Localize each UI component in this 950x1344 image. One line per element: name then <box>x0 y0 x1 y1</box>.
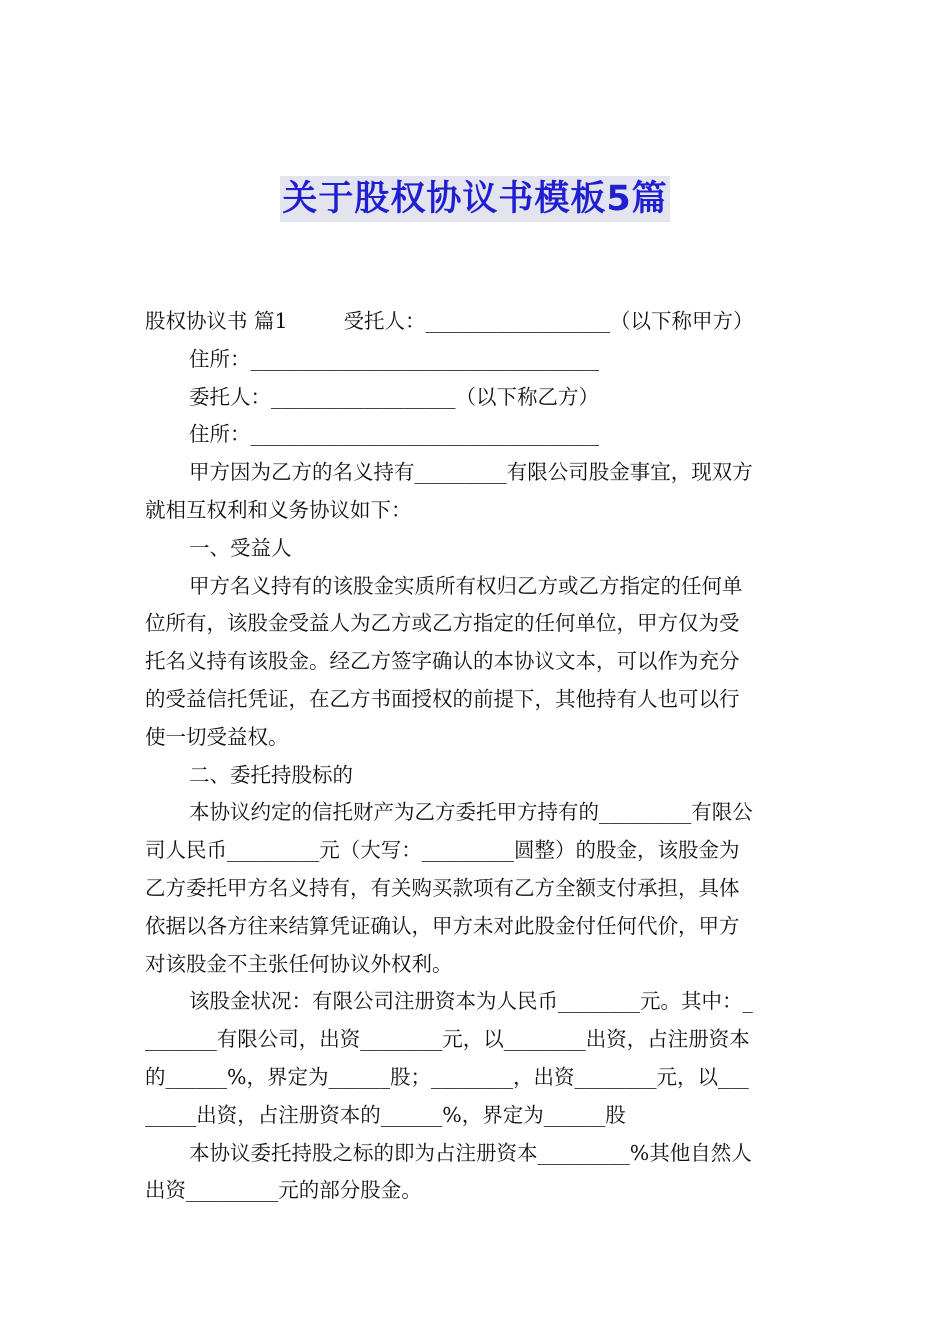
paragraph-line: 依据以各方往来结算凭证确认，甲方未对此股金付任何代价，甲方 <box>145 913 740 938</box>
paragraph-line: 乙方委托甲方名义持有，有关购买款项有乙方全额支付承担，具体 <box>145 875 740 900</box>
paragraph-line: 的______%，界定为______股；________，出资________元，以___ <box>145 1064 749 1089</box>
paragraph-line: 委托人：__________________（以下称乙方） <box>189 384 599 409</box>
document-title: 关于股权协议书模板5篇 <box>280 176 669 222</box>
paragraph-line: 甲方名义持有的该股金实质所有权归乙方或乙方指定的任何单 <box>189 573 743 598</box>
paragraph-line: 就相互权利和义务协议如下： <box>145 497 412 522</box>
paragraph-line <box>145 303 807 341</box>
paragraph-line: 该股金状况：有限公司注册资本为人民币________元。其中：_ <box>189 989 753 1014</box>
paragraph-line: _____出资，占注册资本的______%，界定为______股 <box>145 1102 626 1127</box>
paragraph-line: _______有限公司，出资________元，以________出资，占注册资本 <box>145 1027 750 1052</box>
paragraph-line: 司人民币_________元（大写：_________圆整）的股金，该股金为 <box>145 838 740 863</box>
paragraph-line: 本协议约定的信托财产为乙方委托甲方持有的_________有限公 <box>189 800 753 825</box>
paragraph-line: 甲方因为乙方的名义持有_________有限公司股金事宜，现双方 <box>189 460 753 485</box>
section-heading: 一、受益人 <box>189 535 292 560</box>
paragraph-line: 本协议委托持股之标的即为占注册资本_________%其他自然人 <box>189 1140 752 1165</box>
paragraph-line: 使一切受益权。 <box>145 724 289 749</box>
paragraph-line: 对该股金不主张任何协议外权利。 <box>145 951 453 976</box>
line-text: 股权协议书 篇1 <box>145 309 288 333</box>
paragraph-line: 出资_________元的部分股金。 <box>145 1178 422 1203</box>
paragraph-line: 住所：__________________________________ <box>189 346 599 371</box>
paragraph-line: 托名义持有该股金。经乙方签字确认的本协议文本，可以作为充分 <box>145 649 740 674</box>
section-heading: 二、委托持股标的 <box>189 762 353 787</box>
title-wrapper <box>0 176 950 222</box>
paragraph-line: 位所有，该股金受益人为乙方或乙方指定的任何单位，甲方仅为受 <box>145 611 740 636</box>
paragraph-line: 住所：__________________________________ <box>189 422 599 447</box>
document-body <box>145 303 807 1210</box>
paragraph-line: 的受益信托凭证，在乙方书面授权的前提下，其他持有人也可以行 <box>145 686 740 711</box>
line-text-trail: 受托人：__________________（以下称甲方） <box>343 309 754 333</box>
